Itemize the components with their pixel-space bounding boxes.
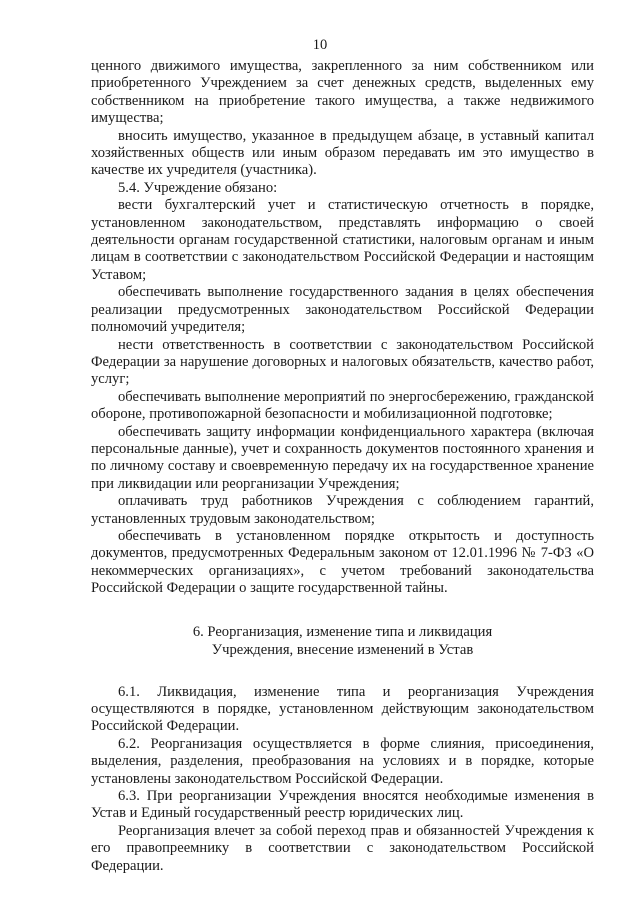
paragraph: обеспечивать выполнение мероприятий по энергосбережению, гражданской обороне, противопожарной безопасности и мобилизационной подготовке; (91, 388, 594, 423)
paragraph: обеспечивать защиту информации конфиденциального характера (включая персональные данные), учет и сохранность документов постоянного хранения и по личному составу и своевременную передачу их на государственное хранение при ликвидации или реорганизации Учреждения; (91, 423, 594, 492)
paragraph: Реорганизация влечет за собой переход прав и обязанностей Учреждения к его правопреемнику в соответствии с законодательством Российской Федерации. (91, 822, 594, 874)
paragraph: обеспечивать в установленном порядке открытость и доступность документов, предусмотренных Федеральным законом от 12.01.1996 № 7-ФЗ «О некоммерческих организациях», с учетом требований законодательства Российской Федерации о защите государственной тайны. (91, 527, 594, 597)
paragraph: нести ответственность в соответствии с законодательством Российской Федерации за нарушение договорных и налоговых обязательств, качество работ, услуг; (91, 336, 594, 388)
section-heading (91, 623, 594, 659)
section-heading-line: Учреждения, внесение изменений в Устав (211, 641, 474, 658)
paragraph: 6.3. При реорганизации Учреждения вносятся необходимые изменения в Устав и Единый государственный реестр юридических лиц. (91, 788, 594, 822)
paragraph: ценного движимого имущества, закрепленного за ним собственником или приобретенного Учреждением за счет денежных средств, выделенных ему собственником на приобретение такого имущества, а также недвижимого имущества; (91, 58, 594, 127)
paragraph: вносить имущество, указанное в предыдущем абзаце, в уставный капитал хозяйственных обществ или иным образом передавать им это имущество в качестве их учредителя (участника). (91, 127, 594, 179)
paragraph: оплачивать труд работников Учреждения с соблюдением гарантий, установленных трудовым законодательством; (91, 493, 594, 527)
paragraph: 5.4. Учреждение обязано: (118, 179, 278, 196)
section-heading-line: 6. Реорганизация, изменение типа и ликвидация (192, 623, 493, 640)
paragraph: обеспечивать выполнение государственного задания в целях обеспечения реализации предусмотренных законодательством Российской Федерации полномочий учредителя; (91, 284, 594, 336)
paragraph: вести бухгалтерский учет и статистическую отчетность в порядке, установленном законодательством, представлять информацию о своей деятельности органам государственной статистики, налоговым органам и иным лицам в соответствии с законодательством Российской Федерации и настоящим Уставом; (91, 197, 594, 283)
paragraph: 6.2. Реорганизация осуществляется в форме слияния, присоединения, выделения, разделения, преобразования на условиях и в порядке, которые установлены законодательством Российской Федерации. (91, 735, 594, 787)
page-number: 10 (312, 37, 328, 53)
document-body (91, 58, 594, 875)
paragraph: 6.1. Ликвидация, изменение типа и реорганизация Учреждения осуществляются в порядке, установленном действующим законодательством Российской Федерации. (91, 683, 594, 735)
